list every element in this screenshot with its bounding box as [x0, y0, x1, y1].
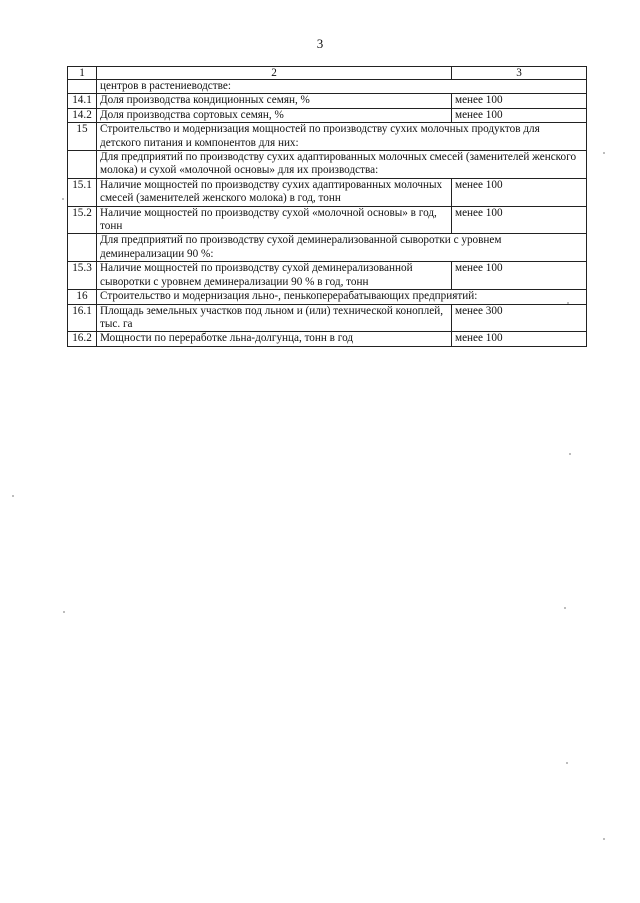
- table-row: [68, 332, 587, 346]
- table-row: [68, 108, 587, 122]
- row-description: Доля производства сортовых семян, %: [97, 108, 452, 122]
- row-number: 14.1: [68, 94, 97, 108]
- page-number: 3: [316, 36, 324, 51]
- row-description: Строительство и модернизация мощностей по производству сухих молочных продуктов для детского питания и компонентов для них:: [97, 123, 587, 151]
- table-row: [68, 304, 587, 332]
- row-description: центров в растениеводстве:: [97, 80, 587, 94]
- table-row: [68, 234, 587, 262]
- row-number: 16.1: [68, 304, 97, 332]
- table-row: [68, 123, 587, 151]
- row-description: Мощности по переработке льна-долгунца, тонн в год: [97, 332, 452, 346]
- requirements-table: [67, 66, 587, 347]
- row-number: 14.2: [68, 108, 97, 122]
- row-value: менее 100: [452, 206, 587, 234]
- row-value: менее 100: [452, 108, 587, 122]
- table-row: [68, 262, 587, 290]
- row-description: Доля производства кондиционных семян, %: [97, 94, 452, 108]
- scan-speck: [567, 302, 569, 304]
- row-value: менее 100: [452, 332, 587, 346]
- row-number: [68, 151, 97, 179]
- row-number: 16.2: [68, 332, 97, 346]
- scan-speck: [566, 762, 568, 764]
- table-row: [68, 178, 587, 206]
- table-header-row: [68, 67, 587, 80]
- row-description: Площадь земельных участков под льном и (или) технической коноплей, тыс. га: [97, 304, 452, 332]
- scan-speck: [603, 152, 605, 154]
- row-value: менее 100: [452, 178, 587, 206]
- column-header-3: 3: [452, 67, 587, 80]
- scan-speck: [12, 495, 14, 497]
- row-description: Наличие мощностей по производству сухих адаптированных молочных смесей (заменителей женского молока) в год, тонн: [97, 178, 452, 206]
- table-row: [68, 206, 587, 234]
- row-description: Для предприятий по производству сухой деминерализованной сыворотки с уровнем деминерализации 90 %:: [97, 234, 587, 262]
- scan-speck: [569, 453, 571, 455]
- table-row: [68, 151, 587, 179]
- scan-speck: [564, 607, 566, 609]
- row-value: менее 100: [452, 262, 587, 290]
- row-number: 16: [68, 290, 97, 304]
- row-number: 15.1: [68, 178, 97, 206]
- scan-speck: [63, 611, 65, 613]
- row-value: менее 300: [452, 304, 587, 332]
- scan-speck: [603, 838, 605, 840]
- table-row: [68, 80, 587, 94]
- column-header-1: 1: [68, 67, 97, 80]
- row-number: [68, 80, 97, 94]
- table-row: [68, 94, 587, 108]
- row-value: менее 100: [452, 94, 587, 108]
- row-number: 15: [68, 123, 97, 151]
- table-body: [68, 67, 587, 347]
- row-description: Наличие мощностей по производству сухой «молочной основы» в год, тонн: [97, 206, 452, 234]
- row-number: 15.3: [68, 262, 97, 290]
- row-number: 15.2: [68, 206, 97, 234]
- table-row: [68, 290, 587, 304]
- row-description: Строительство и модернизация льно-, пенькоперерабатывающих предприятий:: [97, 290, 587, 304]
- column-header-2: 2: [97, 67, 452, 80]
- scan-speck: [62, 198, 64, 200]
- row-description: Наличие мощностей по производству сухой деминерализованной сыворотки с уровнем деминерализации 90 % в год, тонн: [97, 262, 452, 290]
- row-description: Для предприятий по производству сухих адаптированных молочных смесей (заменителей женского молока) и сухой «молочной основы» для их производства:: [97, 151, 587, 179]
- row-number: [68, 234, 97, 262]
